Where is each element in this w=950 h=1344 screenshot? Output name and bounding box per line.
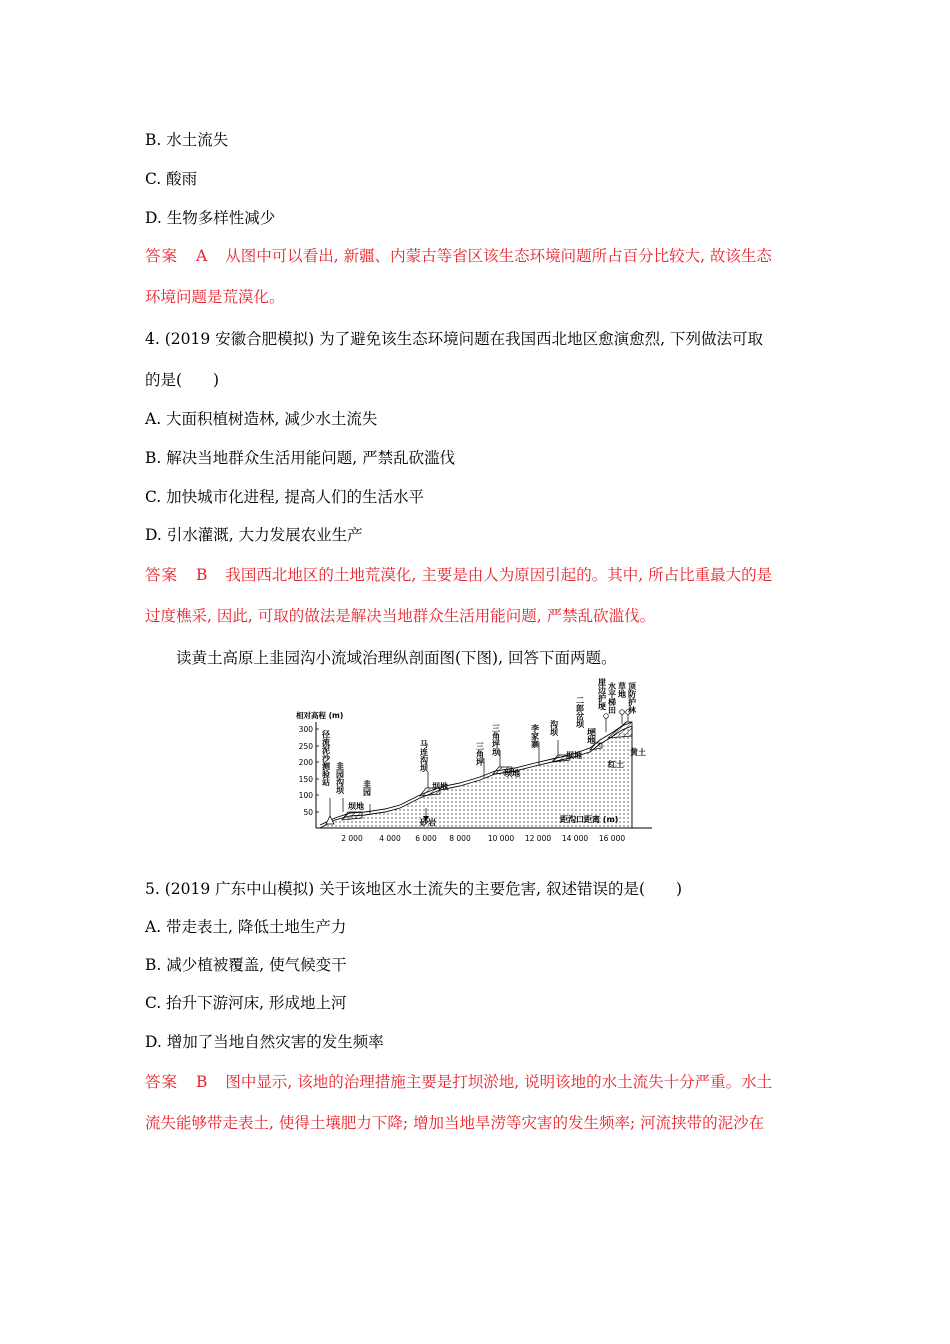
answer-letter: A bbox=[196, 247, 208, 265]
answer-letter: B bbox=[196, 1073, 208, 1091]
x-tick: 2 000 bbox=[341, 834, 363, 843]
x-tick: 16 000 bbox=[598, 834, 626, 843]
q5-stem: 5. (2019 广东中山模拟) 关于该地区水土流失的主要危害, 叙述错误的是( ) bbox=[145, 880, 683, 898]
y-tick: 300 bbox=[298, 725, 313, 734]
q4-option-c: C. 加快城市化进程, 提高人们的生活水平 bbox=[145, 488, 425, 506]
q3-answer-line-2: 环境问题是荒漠化。 bbox=[145, 288, 285, 306]
label-erlang: 二郎岔坝 bbox=[575, 696, 585, 728]
q5-option-c: C. 抬升下游河床, 形成地上河 bbox=[145, 994, 347, 1012]
label-dam-land-2: 坝地 bbox=[432, 782, 448, 791]
q5-option-b: B. 减少植被覆盖, 使气候变干 bbox=[145, 956, 347, 974]
x-tick: 6 000 bbox=[415, 834, 437, 843]
q4-stem-line-2: 的是( ) bbox=[145, 371, 220, 389]
label-lijiazhai: 李家寨 bbox=[530, 724, 540, 748]
label-jiuyuan-dam: 韭园沟坝 bbox=[335, 762, 345, 794]
answer-text: 图中显示, 该地的治理措施主要是打坝淤地, 说明该地的水土流失十分严重。水土 bbox=[225, 1073, 773, 1091]
answer-label: 答案 bbox=[145, 247, 179, 265]
q4-stem-line-1: 4. (2019 安徽合肥模拟) 为了避免该生态环境问题在我国西北地区愈演愈烈, 下列做法可取 bbox=[145, 330, 763, 348]
label-dam-land-4: 坝地 bbox=[566, 751, 582, 760]
label-embankment: 埂地 bbox=[586, 728, 596, 744]
label-dam-land-1: 坝地 bbox=[348, 802, 364, 811]
label-grass: 草地 bbox=[617, 682, 627, 698]
answer-label: 答案 bbox=[145, 566, 179, 584]
profile-figure bbox=[290, 668, 670, 848]
label-red-soil: 红土 bbox=[608, 760, 624, 769]
label-forest: 顶防护林 bbox=[627, 682, 637, 714]
q3-option-b: B. 水土流失 bbox=[145, 131, 229, 149]
y-tick: 150 bbox=[298, 775, 313, 784]
y-tick: 50 bbox=[303, 808, 313, 817]
label-terrace: 崖边护埂 bbox=[597, 678, 607, 710]
label-loess: 黄土 bbox=[630, 748, 646, 757]
q5-answer-line-2: 流失能够带走表土, 使得土壤肥力下降; 增加当地旱涝等灾害的发生频率; 河流挟带的泥沙在 bbox=[145, 1114, 765, 1132]
q5-option-d: D. 增加了当地自然灾害的发生频率 bbox=[145, 1033, 384, 1051]
label-sandstone: 砂岩 bbox=[420, 818, 436, 827]
y-tick: 200 bbox=[298, 758, 313, 767]
label-jiuyuan: 韭园 bbox=[362, 780, 372, 796]
x-tick: 10 000 bbox=[487, 834, 515, 843]
terraced-fields bbox=[608, 722, 632, 738]
q5-option-a: A. 带走表土, 降低土地生产力 bbox=[145, 918, 347, 936]
q4-option-d: D. 引水灌溉, 大力发展农业生产 bbox=[145, 526, 363, 544]
label-level-field: 水平梯田 bbox=[607, 682, 617, 714]
marker-circle bbox=[620, 710, 625, 715]
marker-circle bbox=[604, 714, 609, 719]
q3-option-d: D. 生物多样性减少 bbox=[145, 209, 276, 227]
label-sanjiaoping: 三角坪 bbox=[475, 742, 485, 766]
y-tick: 250 bbox=[298, 742, 313, 751]
x-tick: 4 000 bbox=[379, 834, 401, 843]
answer-letter: B bbox=[196, 566, 208, 584]
label-sanjiaoping-dam: 三角坪坝 bbox=[491, 724, 501, 756]
x-tick: 14 000 bbox=[561, 834, 589, 843]
label-goubei: 沟坝 bbox=[549, 720, 559, 736]
answer-label: 答案 bbox=[145, 1073, 179, 1091]
label-station: 径流泥沙测验站 bbox=[321, 730, 331, 786]
answer-text: 我国西北地区的土地荒漠化, 主要是由人为原因引起的。其中, 所占比重最大的是 bbox=[225, 566, 773, 584]
q4-option-b: B. 解决当地群众生活用能问题, 严禁乱砍滥伐 bbox=[145, 449, 456, 467]
answer-text: 从图中可以看出, 新疆、内蒙古等省区该生态环境问题所占百分比较大, 故该生态 bbox=[225, 247, 772, 265]
q3-answer-line-1 bbox=[145, 246, 772, 266]
q4-answer-line-1 bbox=[145, 565, 772, 585]
q5-answer-line-1 bbox=[145, 1072, 772, 1092]
figure-intro: 读黄土高原上韭园沟小流域治理纵剖面图(下图), 回答下面两题。 bbox=[176, 649, 617, 667]
x-tick: 8 000 bbox=[449, 834, 471, 843]
y-axis-title: 相对高程 (m) bbox=[296, 711, 344, 720]
label-malian: 马连沟坝 bbox=[419, 740, 429, 772]
y-tick: 100 bbox=[298, 791, 313, 800]
x-tick: 12 000 bbox=[524, 834, 552, 843]
label-dam-land-3: 坝地 bbox=[504, 769, 520, 778]
q4-answer-line-2: 过度樵采, 因此, 可取的做法是解决当地群众生活用能问题, 严禁乱砍滥伐。 bbox=[145, 607, 656, 625]
q3-option-c: C. 酸雨 bbox=[145, 170, 198, 188]
q4-option-a: A. 大面积植树造林, 减少水土流失 bbox=[145, 410, 378, 428]
station-marker bbox=[326, 816, 334, 824]
